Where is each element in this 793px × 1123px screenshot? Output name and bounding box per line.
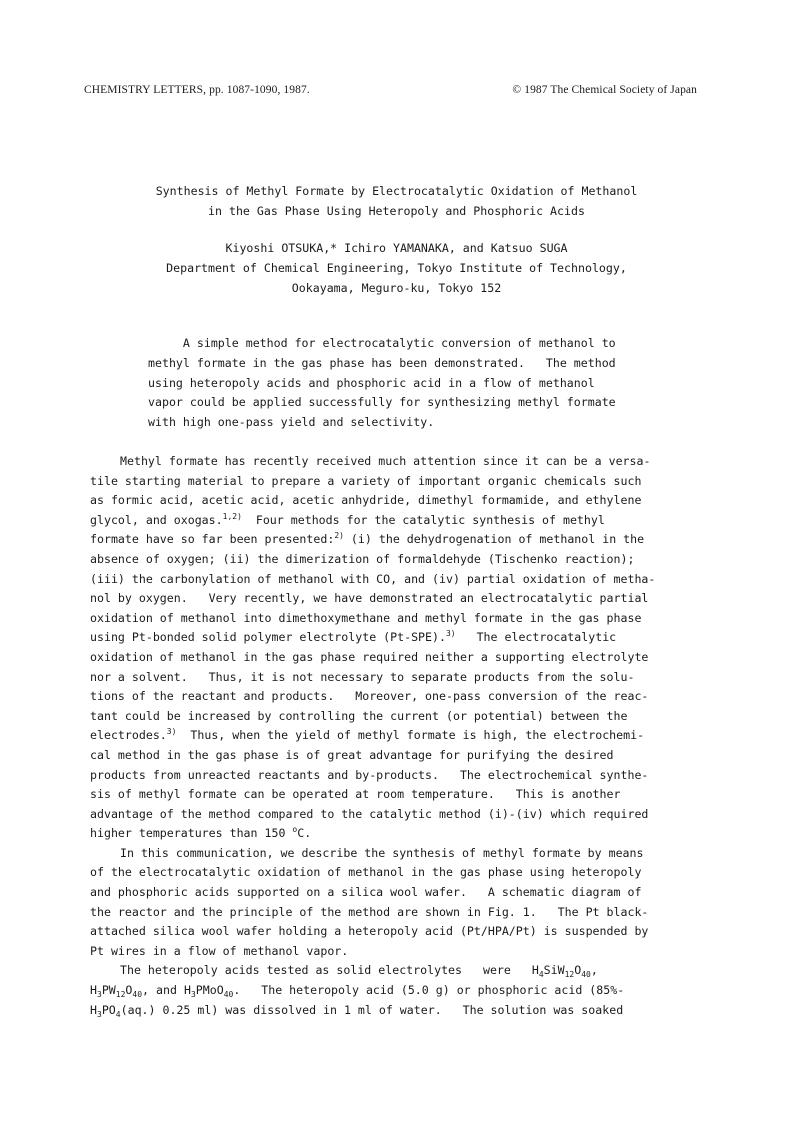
body-line: cal method in the gas phase is of great advantage for purifying the desired (90, 747, 614, 762)
reference-marker: 3) (445, 629, 456, 639)
text-run: and (156, 983, 177, 998)
formula-part: , (142, 983, 150, 998)
reference-marker: 3) (166, 727, 177, 737)
body-line (90, 726, 715, 746)
abstract-line: vapor could be applied successfully for synthesizing methyl formate (148, 395, 616, 410)
title-line-1: Synthesis of Methyl Formate by Electrocatalytic Oxidation of Methanol (155, 184, 638, 198)
abstract-line: methyl formate in the gas phase has been demonstrated. The method (148, 355, 616, 370)
text-run: higher temperatures than 150 (90, 826, 293, 841)
formula-subscript: 40 (223, 990, 234, 1000)
body-line: attached silica wool wafer holding a heteropoly acid (Pt/HPA/Pt) is suspended by (90, 924, 649, 939)
formula-subscript: 40 (132, 990, 143, 1000)
body-line: (iii) the carbonylation of methanol with CO, and (iv) partial oxidation of metha- (90, 571, 656, 586)
text-run: Four methods for the catalytic synthesis of methyl (241, 512, 605, 527)
text-run: glycol, and oxogas. (90, 512, 223, 527)
author-block (0, 238, 793, 298)
body-line: oxidation of methanol into dimethoxymethane and methyl formate in the gas phase (90, 610, 642, 625)
body-line (90, 824, 715, 844)
body-text (90, 452, 715, 1020)
author-names: Kiyoshi OTSUKA,* Ichiro YAMANAKA, and Katsuo SUGA (225, 241, 568, 255)
formula-subscript: 3 (96, 1009, 102, 1019)
body-line: the reactor and the principle of the method are shown in Fig. 1. The Pt black- (90, 904, 649, 919)
body-line: products from unreacted reactants and by-products. The electrochemical synthe- (90, 767, 649, 782)
body-line: tile starting material to prepare a variety of important organic chemicals such (90, 473, 642, 488)
reference-marker: 1,2) (222, 511, 242, 521)
body-line: and phosphoric acids supported on a silica wool wafer. A schematic diagram of (90, 885, 642, 900)
body-line: absence of oxygen; (ii) the dimerization of formaldehyde (Tischenko reaction); (90, 551, 635, 566)
chemical-formula (531, 963, 598, 980)
formula-part: SiW (543, 963, 565, 978)
formula-part: , (590, 963, 598, 978)
chemical-formula (183, 983, 234, 1000)
formula-subscript: 4 (538, 970, 544, 980)
body-line: nor a solvent. Thus, it is not necessary to separate products from the solu- (90, 669, 635, 684)
body-line: oxidation of methanol in the gas phase required neither a supporting electrolyte (90, 649, 649, 664)
text-run: (i) the dehydrogenation of methanol in the (343, 532, 645, 547)
body-line (90, 530, 715, 550)
formula-subscript: 40 (581, 970, 591, 980)
text-run: The electrocatalytic (455, 630, 617, 645)
affiliation-line-2: Ookayama, Meguro-ku, Tokyo 152 (291, 281, 502, 295)
formula-part: PW (101, 983, 116, 998)
text-run: formate have so far been presented: (90, 532, 335, 547)
body-line: Methyl formate has recently received much attention since it can be a versa- (120, 454, 651, 468)
body-line: sis of methyl formate can be operated at room temperature. This is another (90, 787, 621, 802)
text-run: Thus, when the yield of methyl formate is high, the electrochemi- (176, 728, 645, 743)
formula-part: PO (101, 1002, 116, 1017)
body-line: as formic acid, acetic acid, acetic anhydride, dimethyl formamide, and ethylene (90, 493, 642, 508)
copyright-notice: © 1987 The Chemical Society of Japan (512, 84, 697, 96)
body-line: tions of the reactant and products. Moreover, one-pass conversion of the reac- (90, 689, 649, 704)
text-run: (aq.) 0.25 ml) was dissolved in 1 ml of water. The solution was soaked (120, 1002, 624, 1017)
body-line (90, 961, 715, 981)
body-line: tant could be increased by controlling the current (or potential) between the (90, 708, 628, 723)
formula-subscript: 12 (564, 970, 575, 980)
formula-part: H (531, 963, 539, 978)
abstract-line: using heteropoly acids and phosphoric acid in a flow of methanol (148, 375, 595, 390)
degree-marker: o (292, 825, 298, 835)
formula-part: O (574, 963, 582, 978)
abstract-line: A simple method for electrocatalytic conversion of methanol to (148, 336, 616, 350)
formula-subscript: 3 (96, 990, 102, 1000)
chemical-formula (90, 1003, 121, 1017)
title-line-2: in the Gas Phase Using Heteropoly and Phosphoric Acids (208, 204, 585, 218)
body-line (90, 511, 715, 531)
formula-part: H (90, 1002, 97, 1017)
formula-part: PMoO (195, 983, 224, 998)
journal-header (84, 84, 697, 100)
reference-marker: 2) (334, 531, 344, 541)
formula-part: O (125, 983, 133, 998)
text-run: using Pt-bonded solid polymer electrolyte (Pt-SPE). (90, 630, 446, 645)
chemical-formula (90, 983, 150, 1000)
journal-citation: CHEMISTRY LETTERS, pp. 1087-1090, 1987. (84, 84, 310, 96)
body-line: In this communication, we describe the synthesis of methyl formate by means (120, 845, 644, 860)
formula-subscript: 12 (115, 990, 126, 1000)
formula-subscript: 3 (190, 990, 196, 1000)
text-run: electrodes. (90, 728, 167, 743)
text-run: C. (297, 826, 312, 841)
paper-title (0, 181, 793, 221)
body-line (90, 628, 715, 648)
body-line: of the electrocatalytic oxidation of methanol in the gas phase using heteropoly (90, 865, 642, 880)
body-line (90, 981, 715, 1001)
formula-subscript: 4 (115, 1009, 121, 1019)
text-run: . The heteropoly acid (5.0 g) or phosphoric acid (85%- (233, 983, 625, 998)
body-line: Pt wires in a flow of methanol vapor. (90, 943, 349, 958)
body-line: advantage of the method compared to the catalytic method (i)-(iv) which required (90, 806, 649, 821)
abstract-line: with high one-pass yield and selectivity. (148, 415, 435, 430)
formula-part: H (90, 983, 97, 998)
formula-part: H (183, 983, 191, 998)
body-line (90, 1001, 715, 1021)
affiliation-line-1: Department of Chemical Engineering, Tokyo Institute of Technology, (166, 261, 627, 275)
text-run: The heteropoly acids tested as solid electrolytes were (120, 963, 511, 978)
body-line: nol by oxygen. Very recently, we have demonstrated an electrocatalytic partial (90, 591, 649, 606)
abstract (148, 334, 668, 433)
